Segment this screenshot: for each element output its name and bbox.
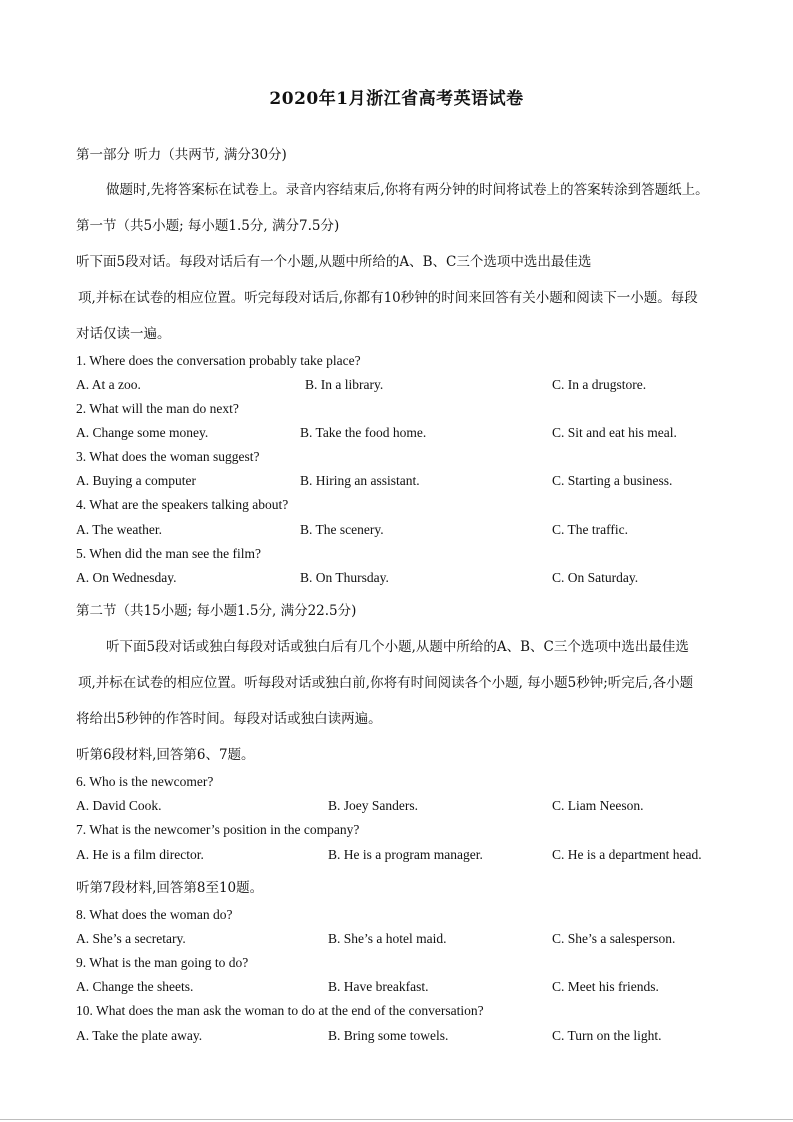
question-9-option-c: C. Meet his friends. — [552, 979, 659, 994]
part1-intro: 做题时,先将答案标在试卷上。录音内容结束后,你将有两分钟的时间将试卷上的答案转涂到答题纸上。 — [106, 182, 709, 198]
question-7-option-c: C. He is a department head. — [552, 847, 702, 862]
question-10-option-c: C. Turn on the light. — [552, 1028, 662, 1043]
question-10: 10. What does the man ask the woman to do at the end of the conversation? — [76, 1003, 484, 1018]
question-1: 1. Where does the conversation probably take place? — [76, 353, 361, 368]
section1-instruction-3: 对话仅读一遍。 — [76, 326, 171, 342]
question-9-option-a: A. Change the sheets. — [76, 979, 194, 994]
question-4-option-b: B. The scenery. — [300, 522, 384, 537]
question-4-option-a: A. The weather. — [76, 522, 162, 537]
question-7-option-b: B. He is a program manager. — [328, 847, 483, 862]
question-5-option-a: A. On Wednesday. — [76, 570, 177, 585]
question-1-option-b: B. In a library. — [305, 377, 384, 392]
material-7-heading: 听第7段材料,回答第8至10题。 — [76, 880, 264, 896]
section1-heading: 第一节（共5小题; 每小题1.5分, 满分7.5分) — [76, 218, 340, 234]
question-7-option-a: A. He is a film director. — [76, 847, 204, 862]
section1-instruction-1: 听下面5段对话。每段对话后有一个小题,从题中所给的A、B、C三个选项中选出最佳选 — [76, 254, 592, 270]
question-2-option-a: A. Change some money. — [76, 425, 209, 440]
question-8-option-a: A. She’s a secretary. — [76, 931, 186, 946]
question-7: 7. What is the newcomer’s position in the company? — [76, 822, 360, 837]
section2-instruction-3: 将给出5秒钟的作答时间。每段对话或独白读两遍。 — [76, 711, 382, 727]
section2-heading: 第二节（共15小题; 每小题1.5分, 满分22.5分) — [76, 603, 357, 619]
question-6: 6. Who is the newcomer? — [76, 774, 214, 789]
question-6-option-c: C. Liam Neeson. — [552, 798, 644, 813]
question-10-option-a: A. Take the plate away. — [76, 1028, 203, 1043]
question-2-option-b: B. Take the food home. — [300, 425, 427, 440]
question-5: 5. When did the man see the film? — [76, 546, 261, 561]
question-2-option-c: C. Sit and eat his meal. — [552, 425, 677, 440]
question-3: 3. What does the woman suggest? — [76, 449, 260, 464]
question-3-option-a: A. Buying a computer — [76, 473, 196, 488]
page-title: 2020年1月浙江省高考英语试卷 — [269, 89, 524, 109]
question-5-option-b: B. On Thursday. — [300, 570, 389, 585]
section2-instruction-2: 项,并标在试卷的相应位置。听每段对话或独白前,你将有时间阅读各个小题, 每小题5秒钟;听完后,各小题 — [78, 675, 694, 691]
question-2: 2. What will the man do next? — [76, 401, 239, 416]
section1-instruction-2: 项,并标在试卷的相应位置。听完每段对话后,你都有10秒钟的时间来回答有关小题和阅读下一小题。每段 — [78, 290, 698, 306]
question-4: 4. What are the speakers talking about? — [76, 497, 289, 512]
question-5-option-c: C. On Saturday. — [552, 570, 639, 585]
question-1-option-c: C. In a drugstore. — [552, 377, 647, 392]
part1-heading: 第一部分 听力（共两节, 满分30分) — [76, 147, 287, 163]
question-10-option-b: B. Bring some towels. — [328, 1028, 449, 1043]
question-4-option-c: C. The traffic. — [552, 522, 628, 537]
question-8-option-c: C. She’s a salesperson. — [552, 931, 676, 946]
section2-instruction-1: 听下面5段对话或独白每段对话或独白后有几个小题,从题中所给的A、B、C三个选项中选出最佳选 — [106, 639, 689, 655]
question-6-option-a: A. David Cook. — [76, 798, 162, 813]
question-9-option-b: B. Have breakfast. — [328, 979, 429, 994]
question-9: 9. What is the man going to do? — [76, 955, 249, 970]
question-6-option-b: B. Joey Sanders. — [328, 798, 418, 813]
question-8: 8. What does the woman do? — [76, 907, 233, 922]
page-bottom-divider — [0, 1119, 793, 1120]
question-1-option-a: A. At a zoo. — [76, 377, 141, 392]
material-6-heading: 听第6段材料,回答第6、7题。 — [76, 747, 255, 763]
question-3-option-b: B. Hiring an assistant. — [300, 473, 420, 488]
question-3-option-c: C. Starting a business. — [552, 473, 673, 488]
question-8-option-b: B. She’s a hotel maid. — [328, 931, 447, 946]
